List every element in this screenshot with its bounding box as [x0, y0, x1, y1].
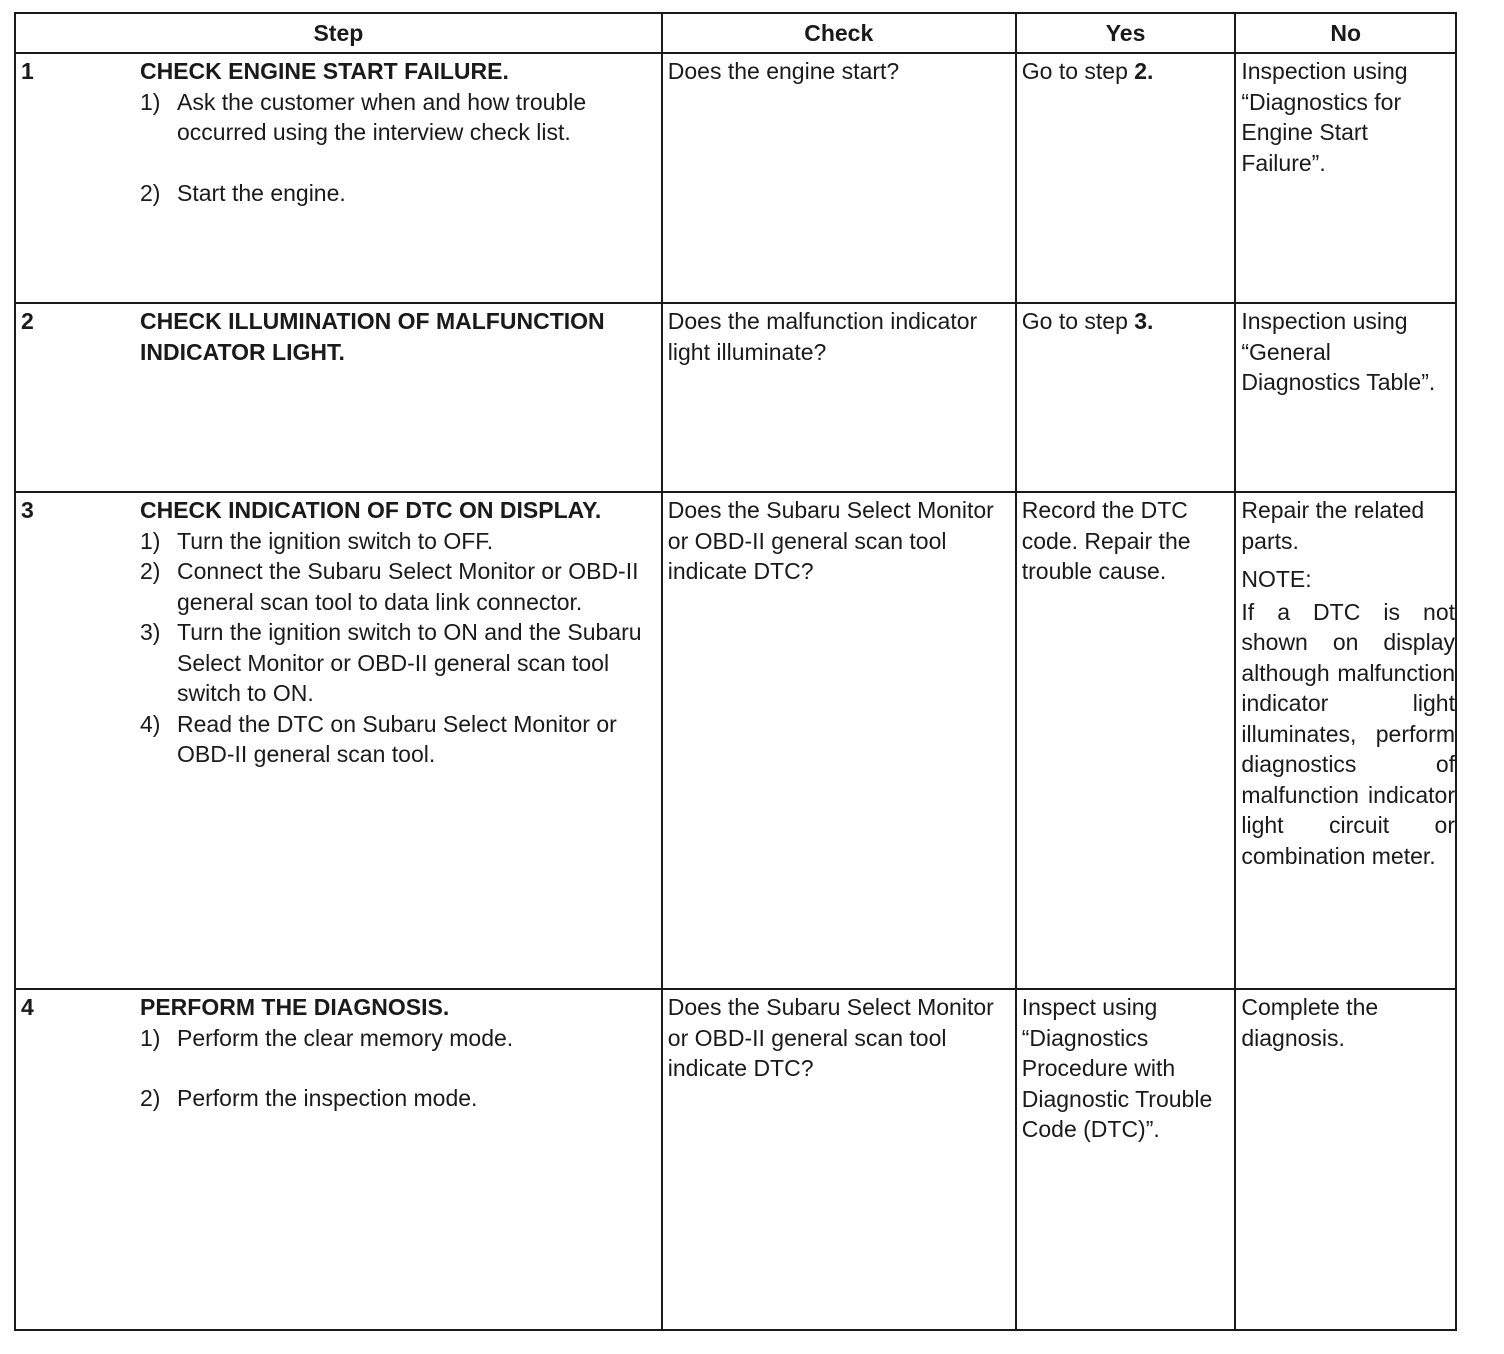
substep [140, 178, 655, 209]
step-title: CHECK ENGINE START FAILURE. [140, 58, 509, 84]
substep-text: Connect the Subaru Select Monitor or OBD-II general scan tool to data link connector. [177, 558, 639, 615]
no-cell [1235, 53, 1456, 303]
check-text: Does the Subaru Select Monitor or OBD-II general scan tool indicate DTC? [667, 497, 994, 584]
substep-text: Turn the ignition switch to OFF. [177, 527, 494, 554]
substep-text: Start the engine. [177, 179, 346, 206]
header-step: Step [15, 13, 662, 53]
yes-prefix: Go to step [1021, 58, 1135, 84]
note-text: If a DTC is not shown on display although malfunction indicator light illuminates, perform diagnostics of malfunction indicator light circuit or combination meter. [1241, 598, 1455, 869]
yes-text: Inspect using “Diagnostics Procedure with Diagnostic Trouble Code (DTC)”. [1021, 994, 1213, 1142]
check-cell [662, 989, 1016, 1330]
diagnosis-procedure-table [14, 12, 1457, 1331]
substep-text: Ask the customer when and how trouble occurred using the interview check list. [177, 88, 587, 145]
substep [140, 556, 655, 617]
no-text: Repair the related parts. [1241, 497, 1425, 554]
yes-prefix: Go to step [1021, 308, 1135, 334]
step-title: PERFORM THE DIAGNOSIS. [140, 994, 450, 1020]
substep-number: 1) [140, 1024, 161, 1051]
header-check: Check [662, 13, 1016, 53]
substep-number: 4) [140, 710, 161, 737]
step-title: CHECK INDICATION OF DTC ON DISPLAY. [140, 497, 602, 523]
substep [140, 709, 655, 770]
no-cell [1235, 303, 1456, 492]
yes-cell [1016, 53, 1236, 303]
step-cell [15, 53, 662, 303]
no-text: Inspection using “General Diagnostics Table”. [1241, 308, 1436, 395]
no-text: Complete the diagnosis. [1241, 994, 1379, 1051]
yes-cell [1016, 989, 1236, 1330]
substep [140, 1083, 655, 1114]
yes-step-ref: 2. [1134, 58, 1154, 84]
check-text: Does the Subaru Select Monitor or OBD-II general scan tool indicate DTC? [667, 994, 994, 1081]
substep-number: 3) [140, 619, 161, 645]
step-cell [15, 989, 662, 1330]
substep-text: Perform the clear memory mode. [177, 1024, 514, 1051]
step-number: 3 [21, 497, 34, 523]
substep-number: 1) [140, 527, 161, 554]
note-label: NOTE: [1241, 566, 1312, 592]
table-row-step-2 [15, 303, 1456, 492]
step-number: 4 [21, 994, 34, 1020]
check-text: Does the engine start? [667, 58, 900, 84]
yes-cell [1016, 303, 1236, 492]
header-row [15, 13, 1456, 53]
header-no: No [1235, 13, 1456, 53]
check-cell [662, 53, 1016, 303]
no-cell [1235, 989, 1456, 1330]
yes-text [1017, 304, 1235, 337]
no-cell [1235, 492, 1456, 989]
substep [140, 617, 655, 709]
substep-number: 2) [140, 558, 161, 584]
substep [140, 1023, 655, 1054]
yes-text: Record the DTC code. Repair the trouble cause. [1021, 497, 1191, 584]
substep-text: Perform the inspection mode. [177, 1085, 478, 1111]
no-text: Inspection using “Diagnostics for Engine Start Failure”. [1241, 58, 1408, 176]
substep [140, 526, 655, 557]
step-number: 1 [21, 58, 34, 84]
step-cell [15, 303, 662, 492]
substep-number: 1) [140, 88, 161, 115]
step-number: 2 [21, 308, 34, 334]
table-row-step-1 [15, 53, 1456, 303]
header-yes: Yes [1016, 13, 1236, 53]
yes-cell [1016, 492, 1236, 989]
substep-number: 2) [140, 179, 161, 206]
step-cell [15, 492, 662, 989]
check-cell [662, 492, 1016, 989]
step-title: CHECK ILLUMINATION OF MALFUNCTION INDICATOR LIGHT. [140, 308, 605, 365]
substep [140, 87, 655, 148]
table-row-step-3 [15, 492, 1456, 989]
table-row-step-4 [15, 989, 1456, 1330]
check-cell [662, 303, 1016, 492]
substep-text: Turn the ignition switch to ON and the Subaru Select Monitor or OBD-II general scan tool switch to ON. [177, 619, 642, 706]
check-text: Does the malfunction indicator light illuminate? [667, 308, 978, 365]
yes-text [1017, 54, 1235, 87]
substep-text: Read the DTC on Subaru Select Monitor or OBD-II general scan tool. [177, 710, 617, 767]
yes-step-ref: 3. [1134, 308, 1154, 334]
substep-number: 2) [140, 1085, 161, 1111]
